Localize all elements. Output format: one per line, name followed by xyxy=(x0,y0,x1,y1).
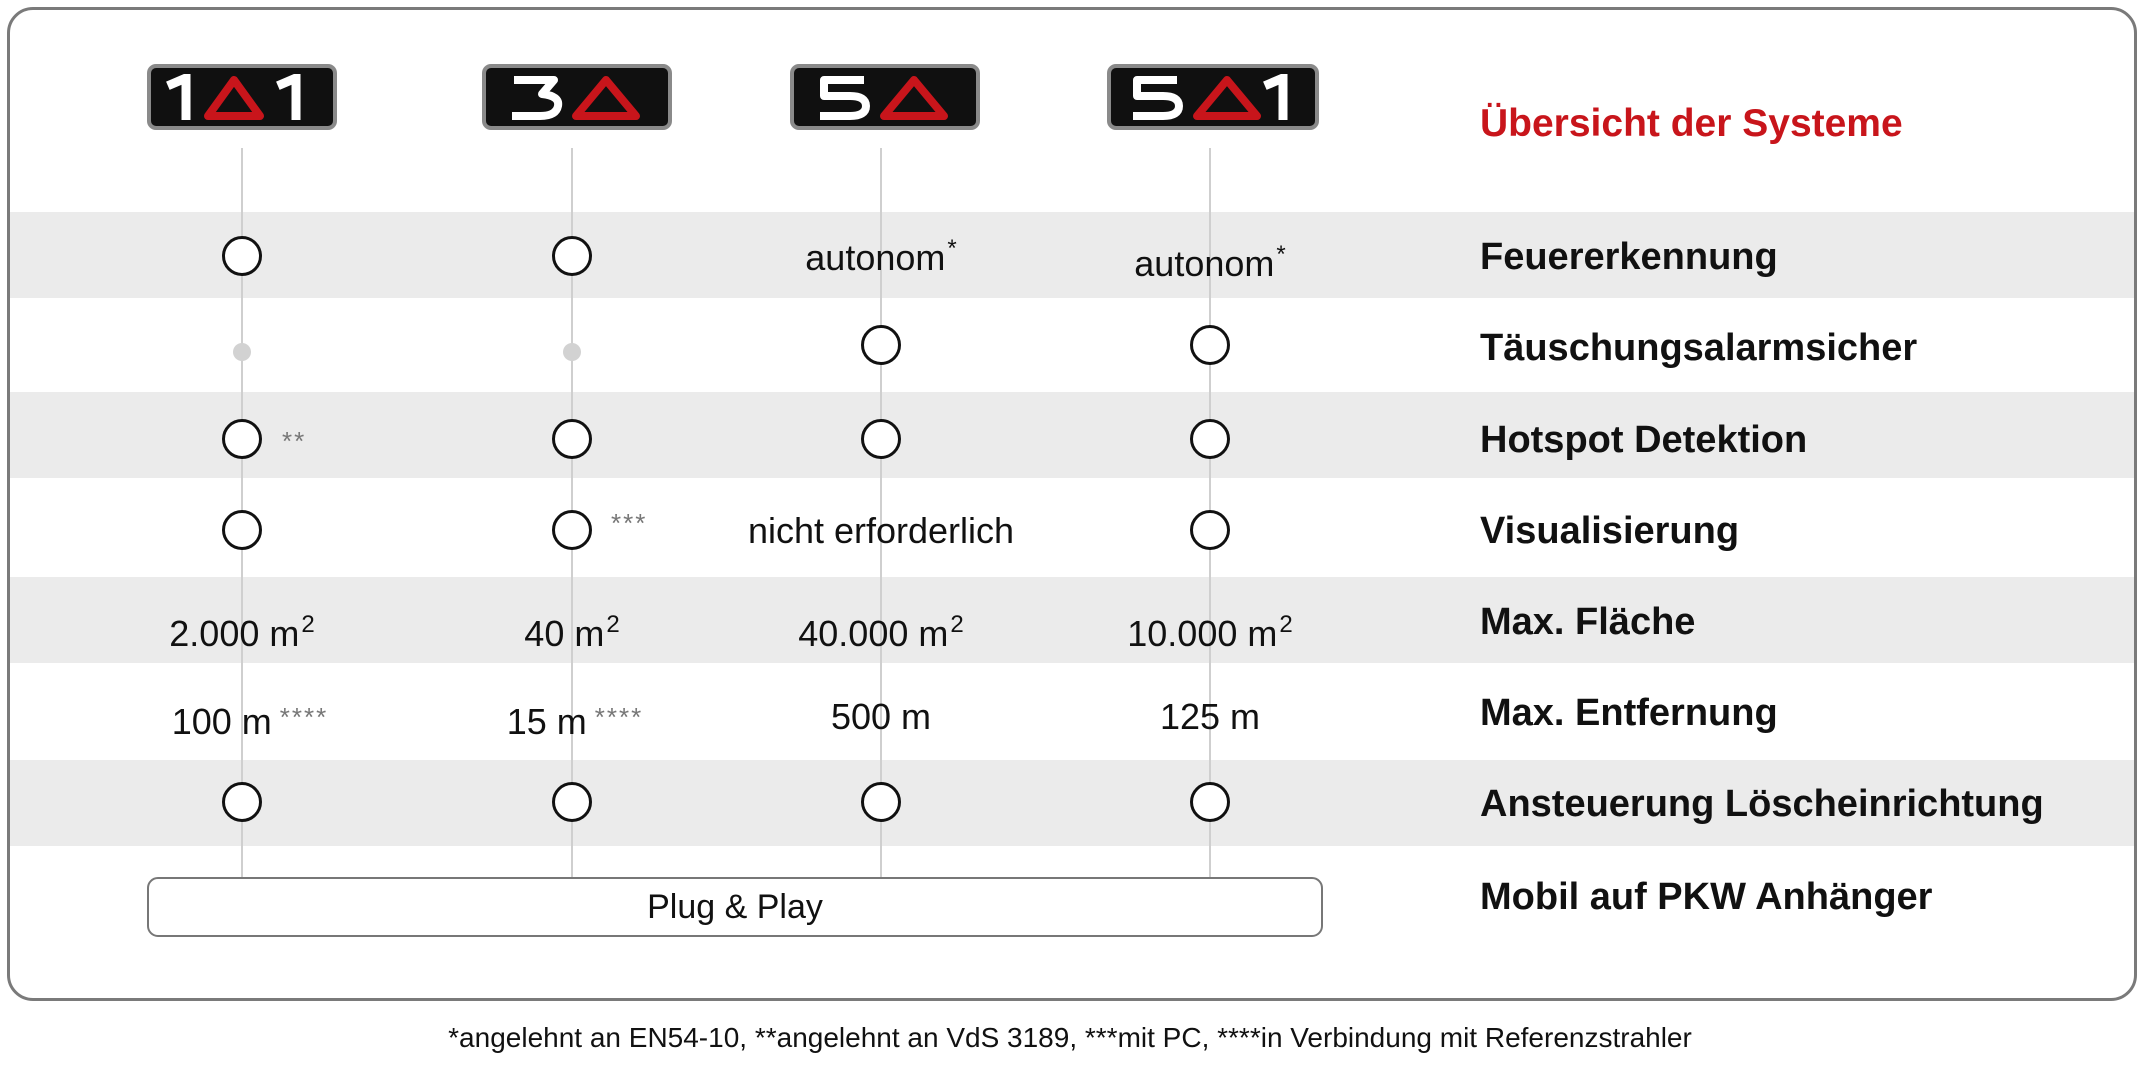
check-circle-icon xyxy=(552,236,592,276)
footnote-marker: ** xyxy=(282,426,307,456)
check-circle-icon xyxy=(861,325,901,365)
1a1-logo-icon xyxy=(162,74,322,120)
5a-logo-icon xyxy=(810,74,960,120)
row-band xyxy=(10,392,2134,478)
cell-area-3a: 40 $m^2$ xyxy=(524,611,620,654)
cell-area-5a1: 10.000 $m^2$ xyxy=(1127,611,1293,654)
check-circle-icon xyxy=(1190,782,1230,822)
cell-area-1a1: 2.000 $m^2$ xyxy=(169,611,315,654)
cell-area-5a: 40.000 $m^2$ xyxy=(798,611,964,654)
check-circle-icon xyxy=(222,782,262,822)
check-circle-icon xyxy=(1190,325,1230,365)
check-circle-icon xyxy=(861,419,901,459)
5a1-logo-icon xyxy=(1123,74,1303,120)
check-circle-icon xyxy=(1190,510,1230,550)
check-circle-icon xyxy=(861,782,901,822)
row-band xyxy=(10,577,2134,663)
row-label-max-flaeche: Max. Fläche xyxy=(1480,601,1696,643)
footnote: *angelehnt an EN54-10, **angelehnt an VdS 3189, ***mit PC, ****in Verbindung mit Referenzstrahler xyxy=(448,1022,1692,1053)
row-label-feuererkennung: Feuererkennung xyxy=(1480,236,1778,278)
check-circle-icon xyxy=(552,510,592,550)
cell-autonom: autonom* xyxy=(805,235,957,278)
plug-and-play-bar: Plug & Play xyxy=(147,877,1323,937)
check-circle-icon xyxy=(222,510,262,550)
footnote-marker: *** xyxy=(611,508,648,538)
cell-nicht-erforderlich: nicht erforderlich xyxy=(747,510,1015,551)
system-badge-3a xyxy=(482,64,672,130)
row-label-visualisierung: Visualisierung xyxy=(1480,510,1740,552)
cell-distance-3a: 15 m **** xyxy=(506,701,644,742)
check-circle-icon xyxy=(1190,419,1230,459)
row-label-taeuschungsalarmsicher: Täuschungsalarmsicher xyxy=(1480,327,1918,369)
not-available-dot-icon xyxy=(233,343,251,361)
check-circle-icon xyxy=(552,419,592,459)
row-label-mobil: Mobil auf PKW Anhänger xyxy=(1480,876,1933,918)
check-circle-icon xyxy=(222,236,262,276)
cell-distance-5a1: 125 m xyxy=(1159,696,1261,737)
check-circle-icon xyxy=(552,782,592,822)
system-badge-1a1 xyxy=(147,64,337,130)
system-badge-5a xyxy=(790,64,980,130)
row-label-max-entfernung: Max. Entfernung xyxy=(1480,692,1778,734)
system-badge-5a1 xyxy=(1107,64,1319,130)
cell-distance-5a: 500 m xyxy=(830,696,932,737)
not-available-dot-icon xyxy=(563,343,581,361)
3a-logo-icon xyxy=(502,74,652,120)
cell-autonom: autonom* xyxy=(1134,241,1286,284)
page-title: Übersicht der Systeme xyxy=(1480,102,1903,145)
row-label-hotspot-detektion: Hotspot Detektion xyxy=(1480,419,1808,461)
row-label-ansteuerung: Ansteuerung Löscheinrichtung xyxy=(1480,783,2044,825)
cell-distance-1a1: 100 m **** xyxy=(171,701,329,742)
check-circle-icon xyxy=(222,419,262,459)
row-band xyxy=(10,212,2134,298)
comparison-panel xyxy=(7,7,2137,1001)
